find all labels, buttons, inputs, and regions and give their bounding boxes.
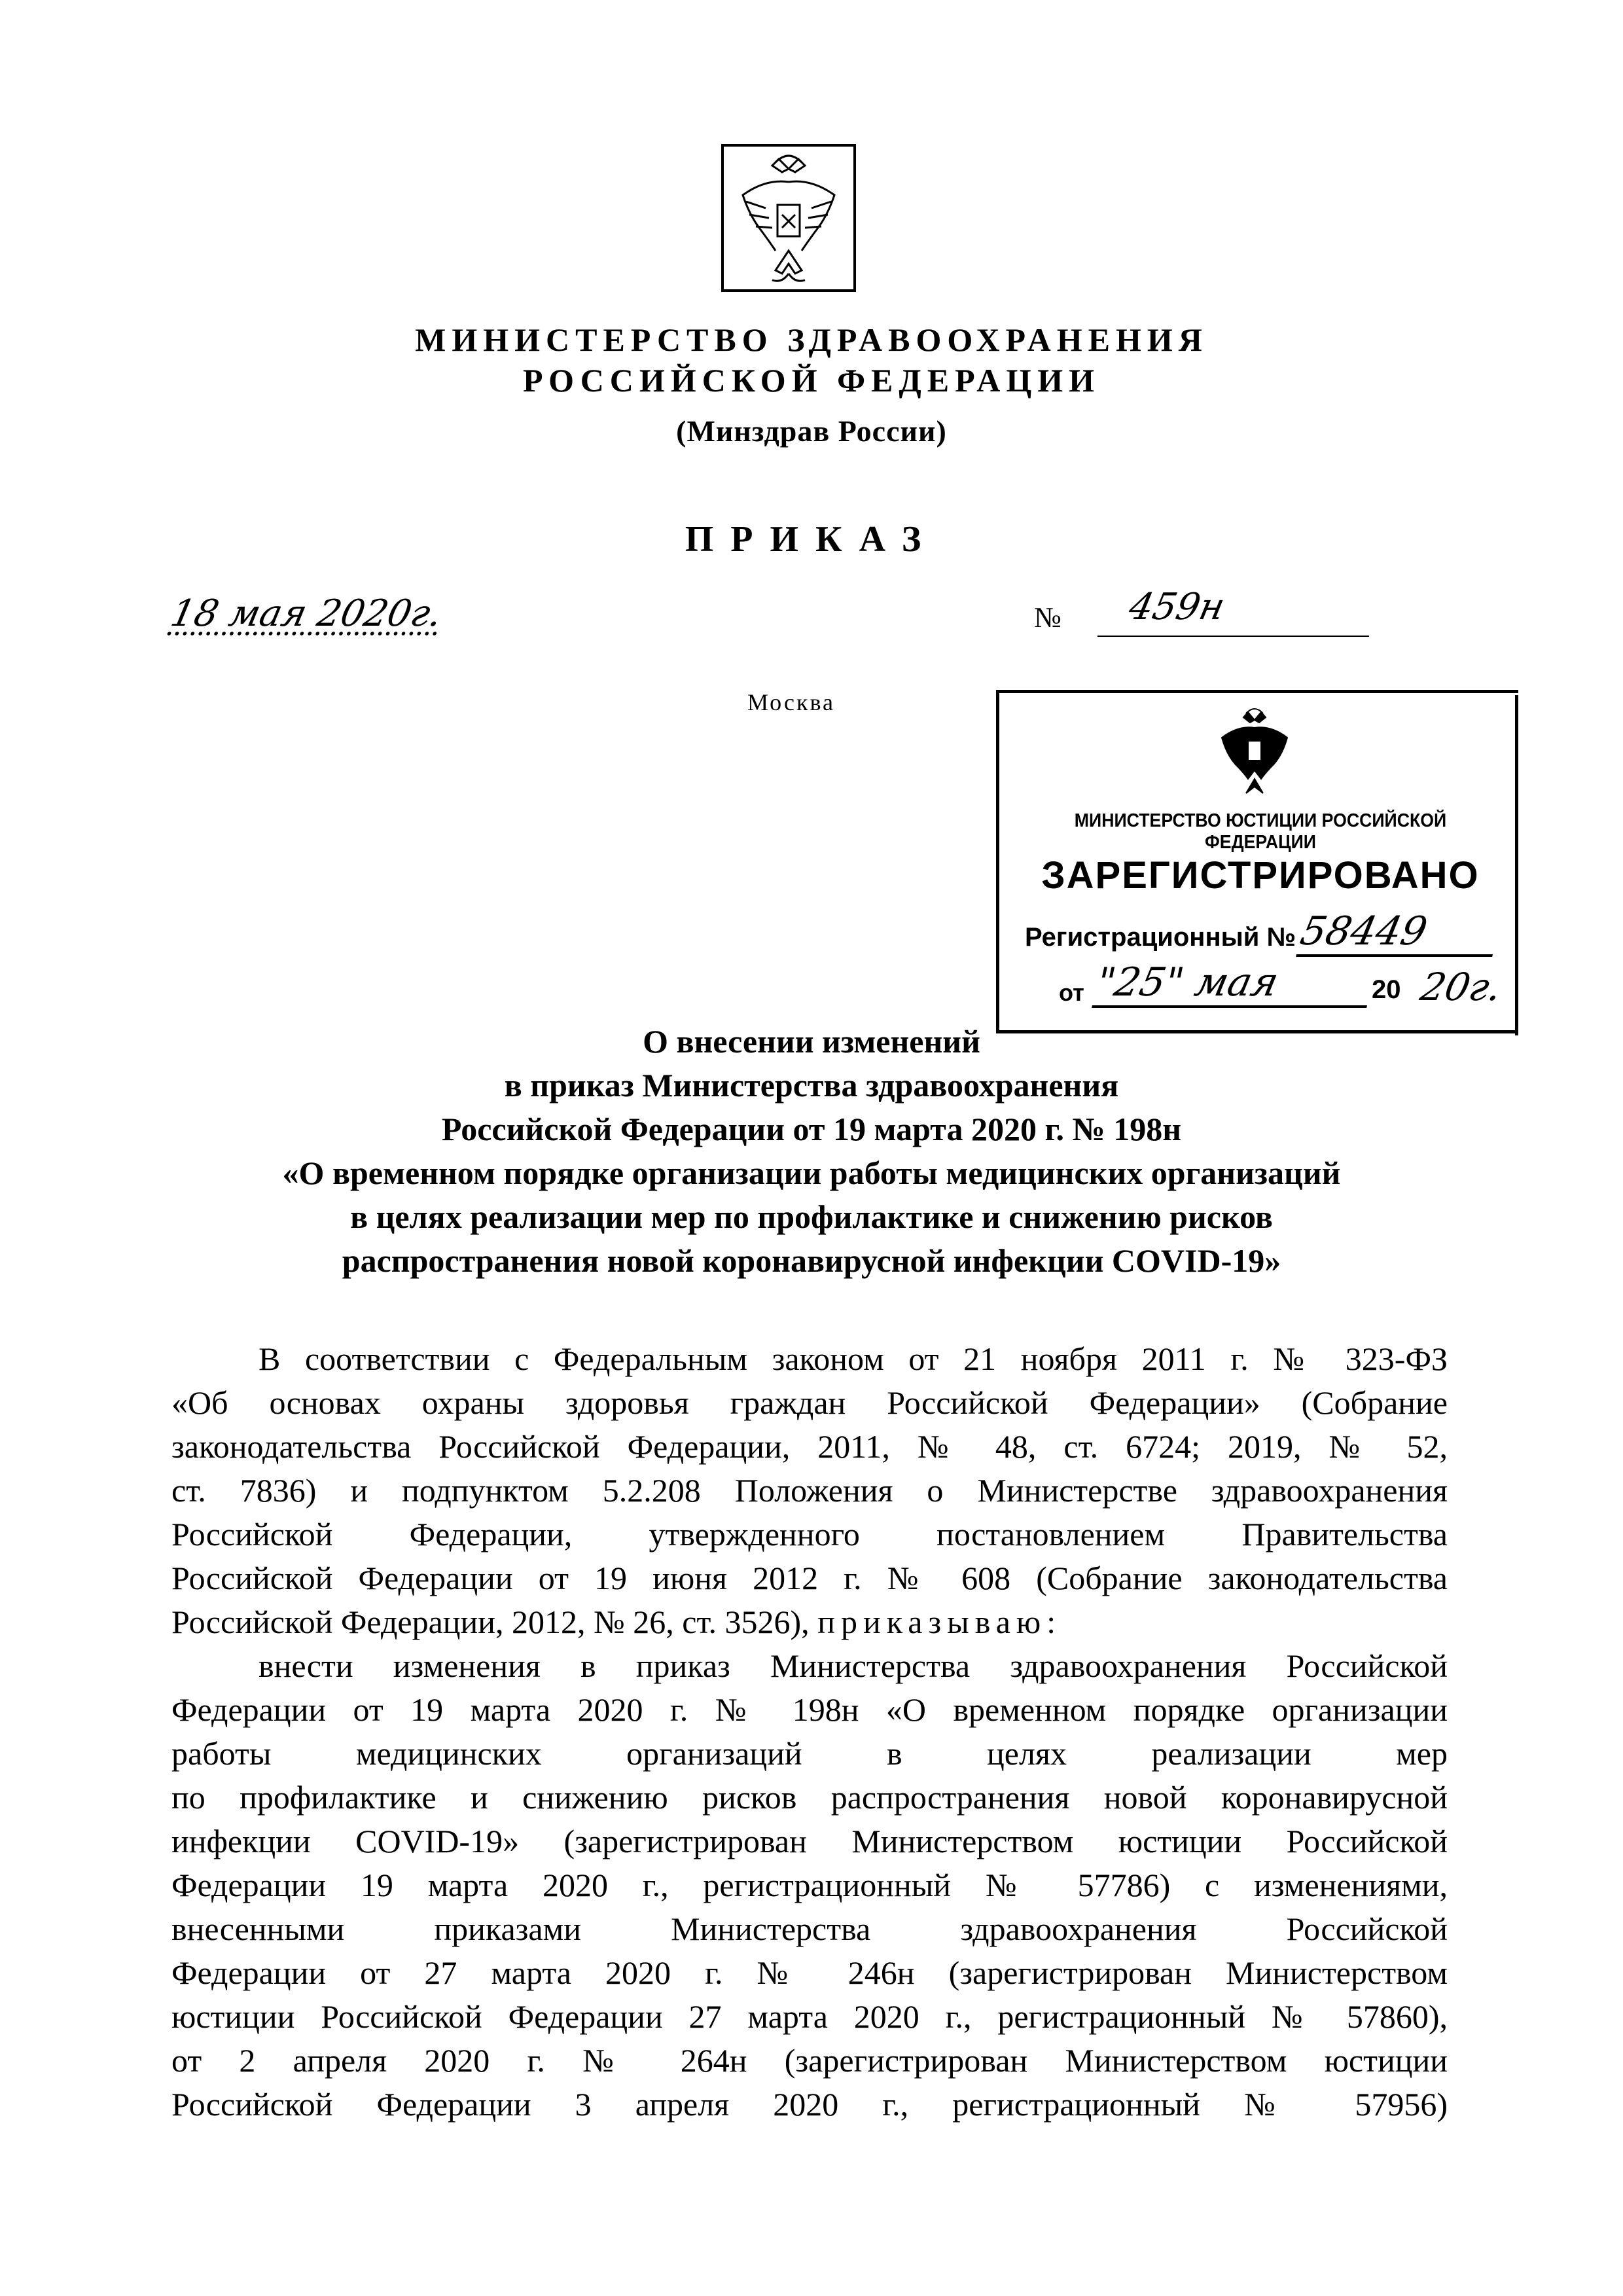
city-name: Москва: [747, 689, 835, 715]
order-number-label: №: [1034, 601, 1061, 634]
title-line: О внесении изменений: [643, 1023, 980, 1060]
body-text-line: Федерации от 27 марта 2020 г. № 246н (зарегистрирован Министерством: [171, 1954, 1448, 1991]
body-text-line: «Об основах охраны здоровья граждан Российской Федерации» (Собрание: [171, 1384, 1448, 1421]
title-line: в приказ Министерства здравоохранения: [504, 1067, 1119, 1103]
title-line: Российской Федерации от 19 марта 2020 г. № 198н: [441, 1111, 1182, 1147]
stamp-date-handwritten: "25" мая: [1092, 960, 1377, 1008]
body-text-line: [171, 1602, 1448, 1642]
ministry-name-line2: РОССИЙСКОЙ ФЕДЕРАЦИИ: [522, 362, 1101, 399]
body-text-line: Федерации от 19 марта 2020 г. № 198н «О временном порядке организации: [171, 1691, 1448, 1728]
coat-of-arms-icon: [720, 143, 857, 293]
order-directive: приказываю:: [817, 1604, 1062, 1640]
stamp-ministry-name: МИНИСТЕРСТВО ЮСТИЦИИ РОССИЙСКОЙ ФЕДЕРАЦИИ: [1074, 810, 1447, 853]
body-text-line: В соответствии с Федеральным законом от 21 ноября 2011 г. № 323-ФЗ: [259, 1340, 1448, 1377]
stamp-reg-number-handwritten: 58449: [1296, 908, 1503, 957]
body-text-line: внести изменения в приказ Министерства здравоохранения Российской: [259, 1647, 1448, 1684]
body-text-line: Российской Федерации, утвержденного постановлением Правительства: [171, 1516, 1448, 1552]
stamp-year-handwritten: 20г.: [1416, 965, 1506, 1009]
order-number-handwritten: 459н: [1097, 586, 1380, 637]
body-text-line: внесенными приказами Министерства здравоохранения Российской: [171, 1910, 1448, 1947]
stamp-year-prefix: 20: [1372, 975, 1401, 1004]
body-text-line: по профилактике и снижению рисков распространения новой коронавирусной: [171, 1779, 1448, 1816]
body-text-line: Российской Федерации от 19 июня 2012 г. № 608 (Собрание законодательства: [171, 1560, 1448, 1596]
document-type: ПРИКАЗ: [685, 519, 938, 560]
order-date-handwritten: 18 мая 2020г.: [167, 592, 446, 635]
body-text-line: Федерации 19 марта 2020 г., регистрационный № 57786) с изменениями,: [171, 1867, 1448, 1903]
title-line: в целях реализации мер по профилактике и снижению рисков: [350, 1198, 1273, 1235]
stamp-reg-number-label: Регистрационный №: [1025, 923, 1296, 952]
body-text-line: Российской Федерации 3 апреля 2020 г., регистрационный № 57956): [171, 2086, 1448, 2123]
title-line: «О временном порядке организации работы медицинских организаций: [282, 1155, 1341, 1191]
stamp-coat-of-arms-icon: [1212, 702, 1297, 800]
title-line: распространения новой коронавирусной инфекции COVID-19»: [342, 1242, 1281, 1279]
stamp-from-label: от: [1059, 979, 1084, 1006]
body-text-fragment: Российской Федерации, 2012, № 26, ст. 3526),: [171, 1604, 810, 1640]
ministry-short-name: (Минздрав России): [676, 414, 947, 448]
body-text-line: законодательства Российской Федерации, 2011, № 48, ст. 6724; 2019, № 52,: [171, 1428, 1448, 1465]
body-text-line: юстиции Российской Федерации 27 марта 2020 г., регистрационный № 57860),: [171, 1998, 1448, 2035]
body-text-line: от 2 апреля 2020 г. № 264н (зарегистрирован Министерством юстиции: [171, 2042, 1448, 2079]
body-text-line: инфекции COVID-19» (зарегистрирован Министерством юстиции Российской: [171, 1823, 1448, 1859]
ministry-name-line1: МИНИСТЕРСТВО ЗДРАВООХРАНЕНИЯ: [415, 321, 1208, 358]
body-text-line: работы медицинских организаций в целях реализации мер: [171, 1735, 1448, 1772]
stamp-registered-label: ЗАРЕГИСТРИРОВАНО: [1041, 854, 1480, 897]
body-text-line: ст. 7836) и подпунктом 5.2.208 Положения о Министерстве здравоохранения: [171, 1472, 1448, 1509]
